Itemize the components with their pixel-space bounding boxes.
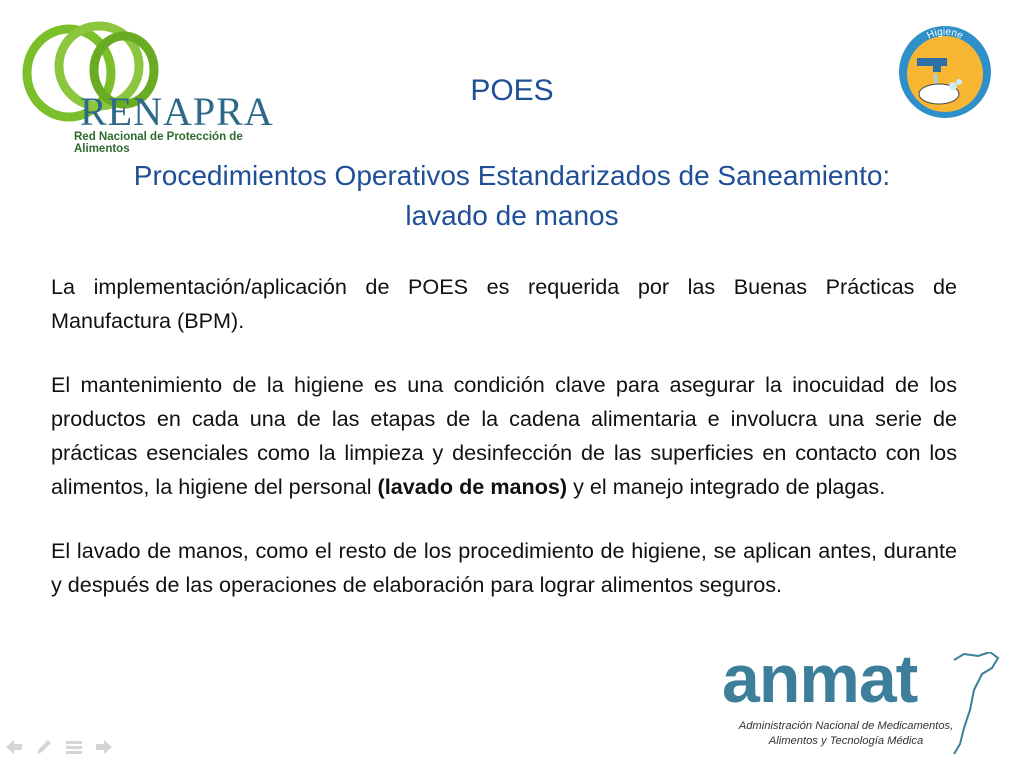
renapra-wordmark: RENAPRA [80,89,274,134]
body-text [51,270,957,632]
subtitle-line-2: lavado de manos [405,200,619,231]
paragraph-2 [51,368,957,504]
anmat-tagline-1: Administración Nacional de Medicamentos, [738,720,954,732]
anmat-tagline [726,719,966,749]
anmat-wordmark: anmat [722,641,918,717]
pen-icon[interactable] [34,738,54,756]
higiene-label: Higiene [925,26,965,42]
page-subtitle [60,156,964,236]
menu-icon[interactable] [64,738,84,756]
next-icon[interactable] [94,738,114,756]
previous-icon[interactable] [4,738,24,756]
page-title: POES [470,74,554,107]
anmat-logo [722,641,1012,758]
paragraph-2-emphasis: (lavado de manos) [377,474,568,499]
paragraph-2-text: El mantenimiento de la higiene es una condición clave para asegurar la inocuidad de los productos en cada una de las etapas de la cadena alimentaria e involucra una serie de prácticas esenciales como la limpieza y desinfección de las superficies en contacto con los alimentos, la higiene del personal [51,372,957,499]
renapra-tagline: Red Nacional de Protección de Alimentos [74,131,243,155]
slideshow-controls [4,738,114,756]
anmat-tagline-2: Alimentos y Tecnología Médica [768,735,924,747]
paragraph-1: La implementación/aplicación de POES es requerida por las Buenas Prácticas de Manufactura (BPM). [51,274,957,333]
paragraph-2-end: y el manejo integrado de plagas. [567,474,886,499]
paragraph-3: El lavado de manos, como el resto de los procedimiento de higiene, se aplican antes, durante y después de las operaciones de elaboración para lograr alimentos seguros. [51,538,957,597]
subtitle-line-1: Procedimientos Operativos Estandarizados de Saneamiento: [133,160,891,191]
